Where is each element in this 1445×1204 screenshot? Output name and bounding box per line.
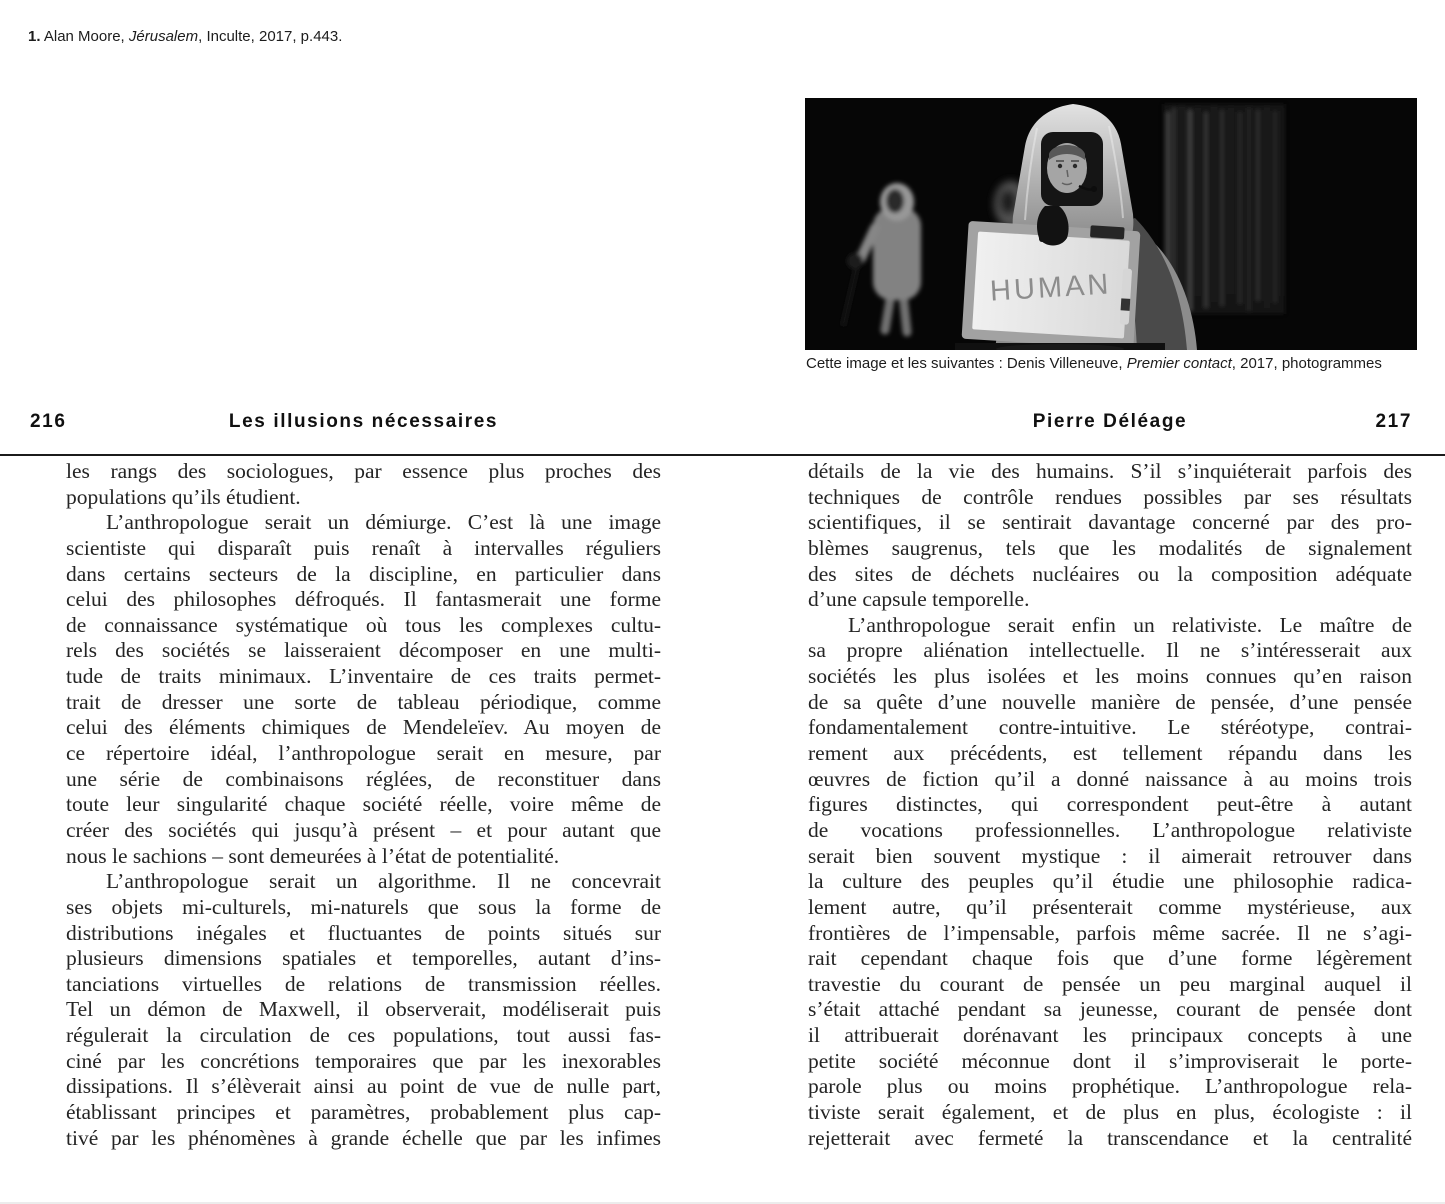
- text-line: fondamentalement contre-intuitive. Le stéréotype, contrai-: [808, 715, 1412, 740]
- text-line: dissipations. Il s’élèverait ainsi au point de vue de nulle part,: [66, 1074, 661, 1099]
- film-still-figure: [805, 98, 1417, 350]
- footnote-book-title: Jérusalem: [128, 28, 199, 45]
- text-line: travestie du courant de pensée un peu marginal auquel il: [808, 971, 1412, 996]
- caption-text-after: , 2017, photogrammes: [1231, 355, 1382, 372]
- text-line: rait cependant chaque fois que d’une forme légèrement: [808, 946, 1412, 971]
- text-line: techniques de contrôle rendues possibles par ses résultats: [808, 484, 1412, 509]
- text-line: petite société méconnue dont il s’improviserait le porte-: [808, 1048, 1412, 1073]
- text-line: de connaissance systématique où tous les complexes cultu-: [66, 612, 661, 637]
- text-line: scientifiques, il se sentirait davantage concerné par des pro-: [808, 510, 1412, 535]
- right-column-text: [808, 459, 1412, 1151]
- text-line: il attribuerait dorénavant les principaux concepts à une: [808, 1023, 1412, 1048]
- text-line: ses objets mi-culturels, mi-naturels que sous la forme de: [66, 894, 661, 919]
- text-line: de vocations professionnelles. L’anthropologue relativiste: [808, 817, 1412, 842]
- text-line: frontières de l’impensable, parfois même sacrée. Il ne s’agi-: [808, 920, 1412, 945]
- text-line: scientiste qui disparaît puis renaît à intervalles réguliers: [66, 535, 661, 560]
- running-title-left: Les illusions nécessaires: [228, 411, 499, 432]
- text-line: tanciations virtuelles de relations de transmission réelles.: [66, 971, 661, 996]
- text-line: d’une capsule temporelle.: [808, 587, 1030, 612]
- text-line: populations qu’ils étudient.: [66, 484, 301, 509]
- figure-caption: [806, 355, 1418, 373]
- text-line: nous le sachions – sont demeurées à l’état de potentialité.: [66, 843, 560, 868]
- text-line: sa propre aliénation intellectuelle. Il ne s’intéresserait aux: [808, 638, 1412, 663]
- film-still-image: [805, 98, 1417, 350]
- text-line: Tel un démon de Maxwell, il observerait, modéliserait puis: [66, 997, 661, 1022]
- text-line: celui des éléments chimiques de Mendeleïev. Au moyen de: [66, 715, 661, 740]
- text-line: œuvres de fiction qu’il a donné naissance à au moins trois: [808, 766, 1412, 791]
- text-line: L’anthropologue serait un algorithme. Il ne concevrait: [106, 869, 661, 894]
- curtain-texture: [1163, 104, 1285, 314]
- caption-text: Cette image et les suivantes : Denis Villeneuve,: [806, 355, 1127, 372]
- page-number-right: 217: [1375, 411, 1412, 432]
- header-rule: [0, 454, 1445, 456]
- page-number-left: 216: [30, 411, 67, 432]
- text-line: établissant principes et paramètres, probablement plus cap-: [66, 1100, 661, 1125]
- text-line: la culture des peuples qu’il étudie une philosophie radica-: [808, 869, 1412, 894]
- text-line: tivé par les phénomènes à grande échelle que par les infimes: [66, 1125, 661, 1150]
- running-title-right: Pierre Déléage: [1032, 411, 1188, 432]
- text-line: celui des philosophes défroqués. Il fantasmerait une forme: [66, 587, 661, 612]
- text-line: une série de combinaisons réglées, de reconstituer dans: [66, 766, 661, 791]
- text-line: toute leur singularité chaque société réelle, voire même de: [66, 792, 661, 817]
- whiteboard-text: HUMAN: [989, 268, 1113, 308]
- caption-film-title: Premier contact: [1126, 355, 1232, 372]
- board-clamp: [1090, 225, 1125, 239]
- text-line: tiviste serait également, et de plus en plus, écologiste : il: [808, 1100, 1412, 1125]
- glove: [1037, 206, 1069, 246]
- text-line: blèmes saugrenus, tels que les modalités de signalement: [808, 535, 1412, 560]
- text-line: L’anthropologue serait enfin un relativiste. Le maître de: [848, 612, 1412, 637]
- text-line: trait de dresser une sorte de tableau périodique, comme: [66, 689, 661, 714]
- text-line: détails de la vie des humains. S’il s’inquiéterait parfois des: [808, 459, 1412, 483]
- footnote: [28, 28, 342, 46]
- text-line: serait bien souvent mystique : il aimerait retrouver dans: [808, 843, 1412, 868]
- text-line: rement aux précédents, est tellement répandu dans les: [808, 741, 1412, 766]
- footnote-text: Alan Moore,: [40, 28, 129, 45]
- text-line: ciné par les concrétions temporaires que par les inexorables: [66, 1048, 661, 1073]
- text-line: distributions inégales et fluctuantes de points situés sur: [66, 920, 661, 945]
- footnote-text-after: , Inculte, 2017, p.443.: [198, 28, 343, 45]
- text-line: s’était attaché pendant sa jeunesse, courant de pensée dont: [808, 997, 1412, 1022]
- text-line: rejetterait avec fermeté la transcendance et la centralité: [808, 1125, 1412, 1150]
- text-line: sociétés les plus isolées et les moins connues qu’en raison: [808, 664, 1412, 689]
- text-line: des sites de déchets nucléaires ou la composition adéquate: [808, 561, 1412, 586]
- text-line: lement autre, qu’il présenterait comme mystérieuse, aux: [808, 894, 1412, 919]
- text-line: parole plus ou moins prophétique. L’anthropologue rela-: [808, 1074, 1412, 1099]
- text-line: plusieurs dimensions spatiales et temporelles, autant d’ins-: [66, 946, 661, 971]
- text-line: L’anthropologue serait un démiurge. C’est là une image: [106, 510, 661, 535]
- text-line: tude de traits minimaux. L’inventaire de ces traits permet-: [66, 664, 661, 689]
- text-line: ce répertoire idéal, l’anthropologue serait en mesure, par: [66, 741, 661, 766]
- text-line: dans certains secteurs de la discipline, en particulier dans: [66, 561, 661, 586]
- text-line: les rangs des sociologues, par essence plus proches des: [66, 459, 661, 483]
- text-line: de sa quête d’une nouvelle manière de pensée, d’une pensée: [808, 689, 1412, 714]
- text-line: créer des sociétés qui jusqu’à présent – et pour autant que: [66, 817, 661, 842]
- text-line: figures distinctes, qui correspondent peut-être à autant: [808, 792, 1412, 817]
- text-line: régulerait la circulation de ces populations, tout aussi fas-: [66, 1023, 661, 1048]
- left-column-text: [66, 459, 661, 1151]
- footnote-number: 1.: [28, 28, 41, 45]
- text-line: rels des sociétés se laisseraient décomposer en une multi-: [66, 638, 661, 663]
